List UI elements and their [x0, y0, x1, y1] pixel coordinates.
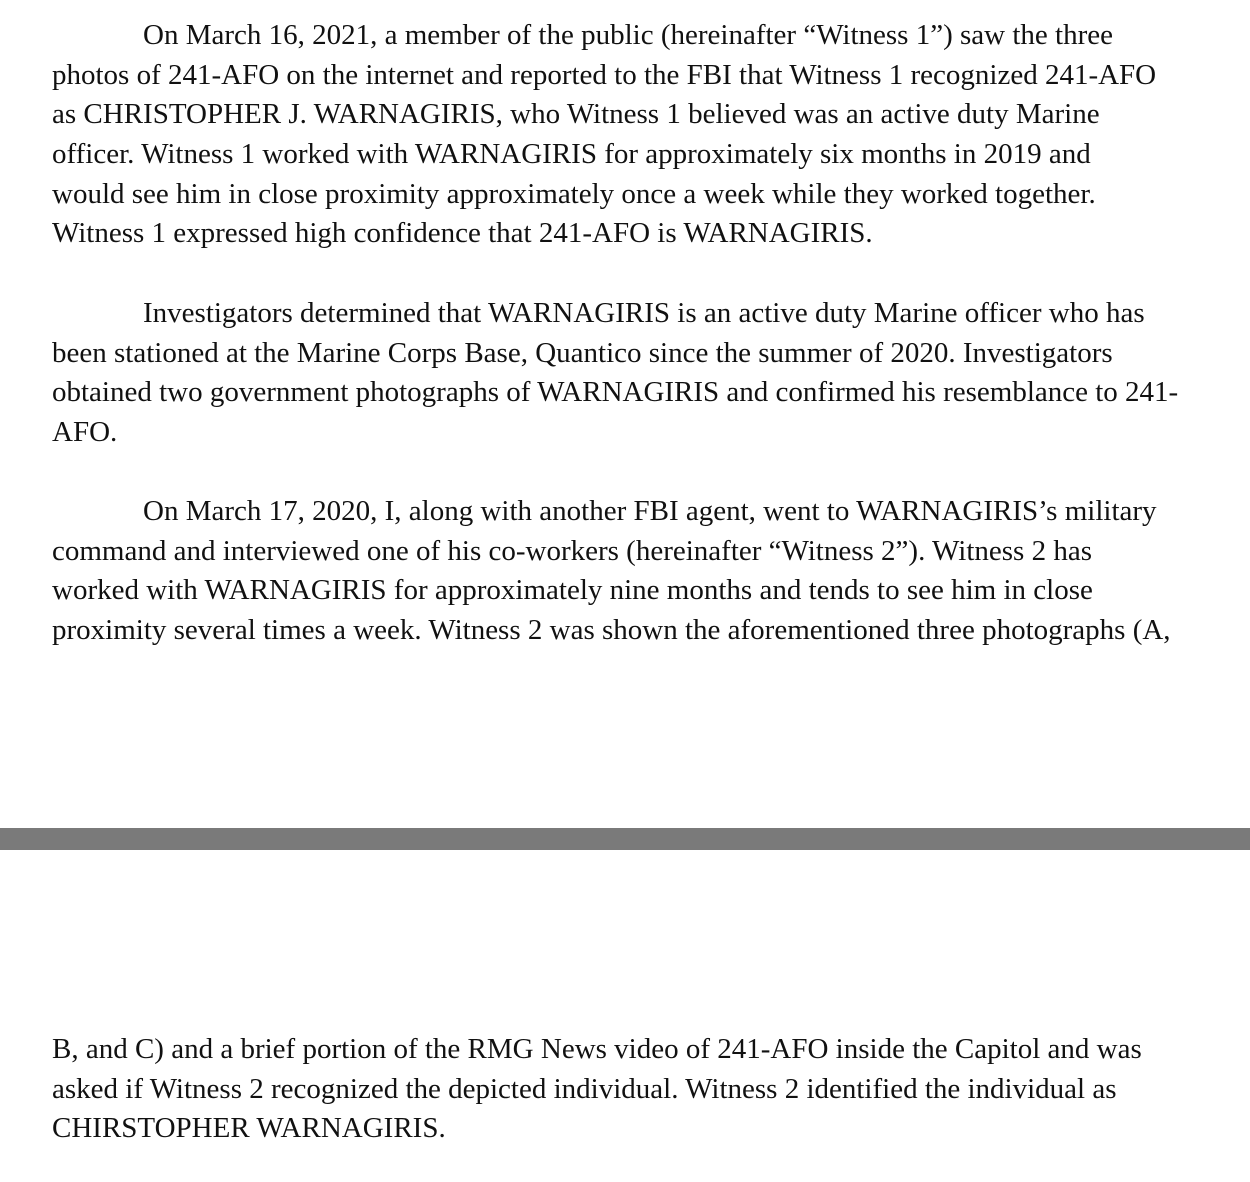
- text-line: Investigators determined that WARNAGIRIS is an active duty Marine officer who has: [143, 297, 1145, 329]
- text-line: officer. Witness 1 worked with WARNAGIRIS for approximately six months in 2019 and: [52, 138, 1091, 171]
- text-line: On March 16, 2021, a member of the public (hereinafter “Witness 1”) saw the three: [143, 19, 1113, 51]
- page-break-divider: [0, 828, 1250, 850]
- text-line: command and interviewed one of his co-workers (hereinafter “Witness 2”). Witness 2 has: [52, 534, 1092, 567]
- text-line: worked with WARNAGIRIS for approximately nine months and tends to see him in close: [52, 574, 1093, 607]
- paragraph-witness-2: [52, 492, 1232, 651]
- text-line: obtained two government photographs of WARNAGIRIS and confirmed his resemblance to 241-: [52, 376, 1179, 409]
- text-line: as CHRISTOPHER J. WARNAGIRIS, who Witness 1 believed was an active duty Marine: [52, 98, 1100, 131]
- paragraph-witness-1: [52, 16, 1232, 254]
- paragraph-investigators: [52, 294, 1232, 453]
- text-line: CHIRSTOPHER WARNAGIRIS.: [52, 1112, 446, 1145]
- text-line: B, and C) and a brief portion of the RMG News video of 241-AFO inside the Capitol and was: [52, 1033, 1142, 1065]
- text-line: photos of 241-AFO on the internet and reported to the FBI that Witness 1 recognized 241-AFO: [52, 58, 1157, 91]
- text-line: would see him in close proximity approximately once a week while they worked together.: [52, 177, 1096, 210]
- text-line: been stationed at the Marine Corps Base, Quantico since the summer of 2020. Investigators: [52, 336, 1113, 369]
- text-line: proximity several times a week. Witness 2 was shown the aforementioned three photographs (A,: [52, 614, 1171, 647]
- paragraph-witness-2-continued: [52, 1030, 1232, 1149]
- text-line: AFO.: [52, 416, 118, 449]
- text-line: Witness 1 expressed high confidence that 241-AFO is WARNAGIRIS.: [52, 217, 873, 250]
- text-line: On March 17, 2020, I, along with another FBI agent, went to WARNAGIRIS’s military: [143, 495, 1157, 527]
- text-line: asked if Witness 2 recognized the depicted individual. Witness 2 identified the individual as: [52, 1072, 1117, 1105]
